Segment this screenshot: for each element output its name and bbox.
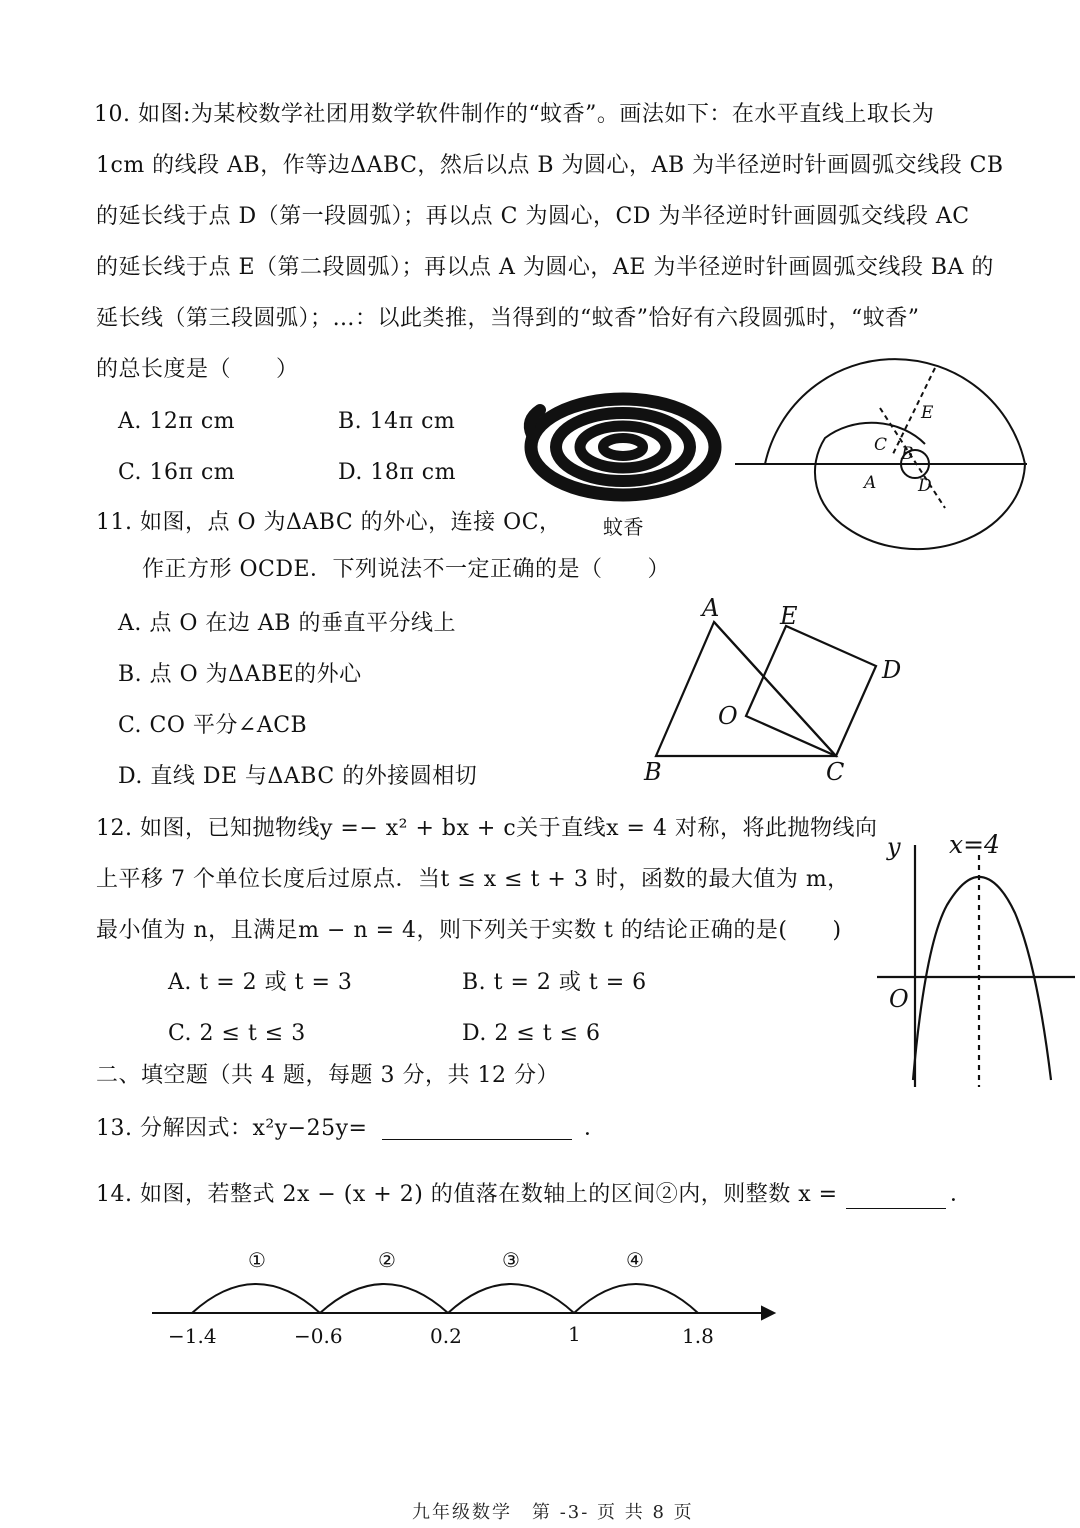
q13-answer-blank[interactable] <box>382 1139 572 1140</box>
interval-2-label: ② <box>378 1248 396 1272</box>
interval-3-label: ③ <box>502 1248 520 1272</box>
tick-label-1: 1 <box>568 1322 581 1346</box>
tick-label-neg-1-4: −1.4 <box>168 1324 217 1348</box>
q10-line-2: 1cm 的线段 AB，作等边ΔABC，然后以点 B 为圆心，AB 为半径逆时针画圆弧交线段 CB <box>96 153 1004 178</box>
mosquito-coil-caption: 蚊香 <box>603 515 644 539</box>
q10-label-b: B <box>901 444 914 464</box>
q11-label-e: E <box>780 602 798 630</box>
q14-number-line <box>150 1245 780 1355</box>
q12-line-1: 12. 如图，已知抛物线y =− x² + bx + c关于直线x = 4 对称，将此抛物线向 <box>96 816 878 841</box>
q11-option-c: C. CO 平分∠ACB <box>118 713 308 738</box>
q13-end: ． <box>584 1116 607 1141</box>
q10-line-4: 的延长线于点 E（第二段圆弧）；再以点 A 为圆心，AE 为半径逆时针画圆弧交线段 BA 的 <box>96 255 994 280</box>
q11-line-2: 作正方形 OCDE．下列说法不一定正确的是（ ） <box>142 557 671 582</box>
q12-line-2: 上平移 7 个单位长度后过原点．当t ≤ x ≤ t + 3 时，函数的最大值为 m， <box>96 867 850 892</box>
q12-label-y: y <box>887 833 901 861</box>
q13-text: 13. 分解因式：x²y−25y= <box>96 1116 368 1141</box>
q11-option-d: D. 直线 DE 与ΔABC 的外接圆相切 <box>118 764 478 789</box>
q11-label-c: C <box>826 758 845 786</box>
interval-4-label: ④ <box>626 1248 644 1272</box>
q11-label-o: O <box>718 702 738 730</box>
q10-label-d: D <box>918 476 932 496</box>
q11-triangle-square-diagram <box>640 590 920 790</box>
q10-spiral-diagram <box>735 358 1035 538</box>
q12-option-c: C. 2 ≤ t ≤ 3 <box>168 1021 306 1046</box>
q10-line-3: 的延长线于点 D（第一段圆弧）；再以点 C 为圆心，CD 为半径逆时针画圆弧交线段 AC <box>96 204 970 229</box>
q10-label-a: A <box>864 473 877 493</box>
page-footer: 九年级数学 第 -3- 页 共 8 页 <box>412 1502 694 1523</box>
q10-line-1: 10. 如图:为某校数学社团用数学软件制作的“蚊香”。画法如下：在水平直线上取长为 <box>94 102 935 127</box>
q11-option-a: A. 点 O 在边 AB 的垂直平分线上 <box>118 611 456 636</box>
q14-text: 14. 如图，若整式 2x − (x + 2) 的值落在数轴上的区间②内，则整数 x = <box>96 1182 838 1207</box>
q12-label-origin: O <box>889 985 909 1013</box>
q12-line-3: 最小值为 n，且满足m − n = 4，则下列关于实数 t 的结论正确的是( ) <box>96 918 842 943</box>
interval-1-label: ① <box>248 1248 266 1272</box>
q10-option-d: D. 18π cm <box>338 460 456 485</box>
q14-answer-blank[interactable] <box>846 1208 946 1209</box>
q10-line-6: 的总长度是（ ） <box>96 357 299 382</box>
q12-option-d: D. 2 ≤ t ≤ 6 <box>462 1021 601 1046</box>
tick-label-0-2: 0.2 <box>430 1324 462 1348</box>
q14-end: ． <box>950 1182 973 1207</box>
q11-label-a: A <box>702 594 720 622</box>
q11-option-b: B. 点 O 为ΔABE的外心 <box>118 662 362 687</box>
tick-label-1-8: 1.8 <box>682 1324 714 1348</box>
q12-option-b: B. t = 2 或 t = 6 <box>462 970 647 995</box>
q11-label-d: D <box>882 656 902 684</box>
section-2-title: 二、填空题（共 4 题，每题 3 分，共 12 分） <box>96 1063 559 1088</box>
q10-line-5: 延长线（第三段圆弧）；…：以此类推，当得到的“蚊香”恰好有六段圆弧时，“蚊香” <box>96 306 920 331</box>
q11-line-1: 11. 如图，点 O 为ΔABC 的外心，连接 OC， <box>96 510 562 535</box>
mosquito-coil-image <box>520 395 730 515</box>
q10-option-c: C. 16π cm <box>118 460 236 485</box>
q11-label-b: B <box>644 758 662 786</box>
tick-label-neg-0-6: −0.6 <box>294 1324 343 1348</box>
q12-option-a: A. t = 2 或 t = 3 <box>168 970 353 995</box>
q12-parabola-graph <box>875 825 1080 1095</box>
q12-label-axis: x=4 <box>949 830 1000 859</box>
q10-option-b: B. 14π cm <box>338 409 456 434</box>
q10-label-e: E <box>921 403 934 423</box>
q10-label-c: C <box>874 435 888 455</box>
q10-option-a: A. 12π cm <box>118 409 236 434</box>
